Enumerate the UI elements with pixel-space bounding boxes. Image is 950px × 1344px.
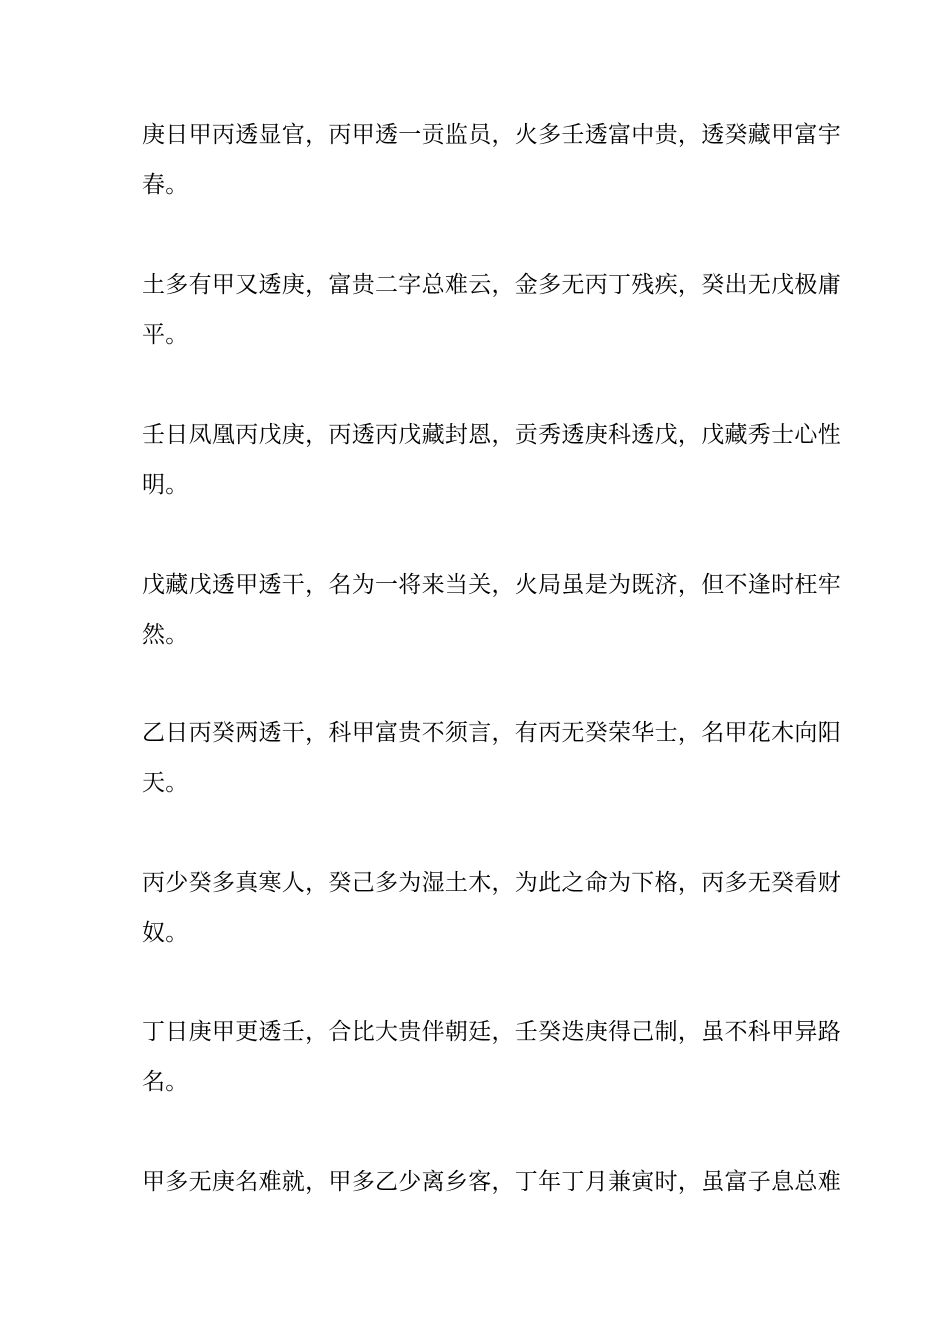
verse-line: 庚日甲丙透显官，丙甲透一贡监员，火多壬透富中贵，透癸藏甲富宇	[142, 122, 841, 148]
verse-paragraph	[142, 858, 841, 958]
verse-paragraph	[142, 410, 841, 510]
verse-line: 平。	[142, 322, 189, 348]
verse-line: 然。	[142, 622, 189, 648]
verse-paragraph	[142, 708, 841, 808]
verse-line: 奴。	[142, 920, 189, 946]
verse-line: 明。	[142, 472, 189, 498]
verse-paragraph	[142, 1157, 841, 1207]
verse-paragraph	[142, 560, 841, 660]
verse-paragraph	[142, 110, 841, 210]
verse-line: 春。	[142, 172, 189, 198]
verse-line: 戊藏戊透甲透干，名为一将来当关，火局虽是为既济，但不逢时枉牢	[142, 572, 841, 598]
verse-line: 名。	[142, 1069, 189, 1095]
verse-line: 甲多无庚名难就，甲多乙少离乡客，丁年丁月兼寅时，虽富子息总难	[142, 1169, 841, 1195]
verse-line: 丙少癸多真寒人，癸己多为湿土木，为此之命为下格，丙多无癸看财	[142, 870, 841, 896]
verse-paragraph	[142, 260, 841, 360]
verse-paragraph	[142, 1007, 841, 1107]
verse-line: 壬日凤凰丙戊庚，丙透丙戊藏封恩，贡秀透庚科透戊，戊藏秀士心性	[142, 422, 841, 448]
verse-line: 天。	[142, 770, 189, 796]
verse-line: 土多有甲又透庚，富贵二字总难云，金多无丙丁残疾，癸出无戊极庸	[142, 272, 841, 298]
verse-line: 丁日庚甲更透壬，合比大贵伴朝廷，壬癸迭庚得己制，虽不科甲异路	[142, 1019, 841, 1045]
verse-line: 乙日丙癸两透干，科甲富贵不须言，有丙无癸荣华士，名甲花木向阳	[142, 720, 841, 746]
